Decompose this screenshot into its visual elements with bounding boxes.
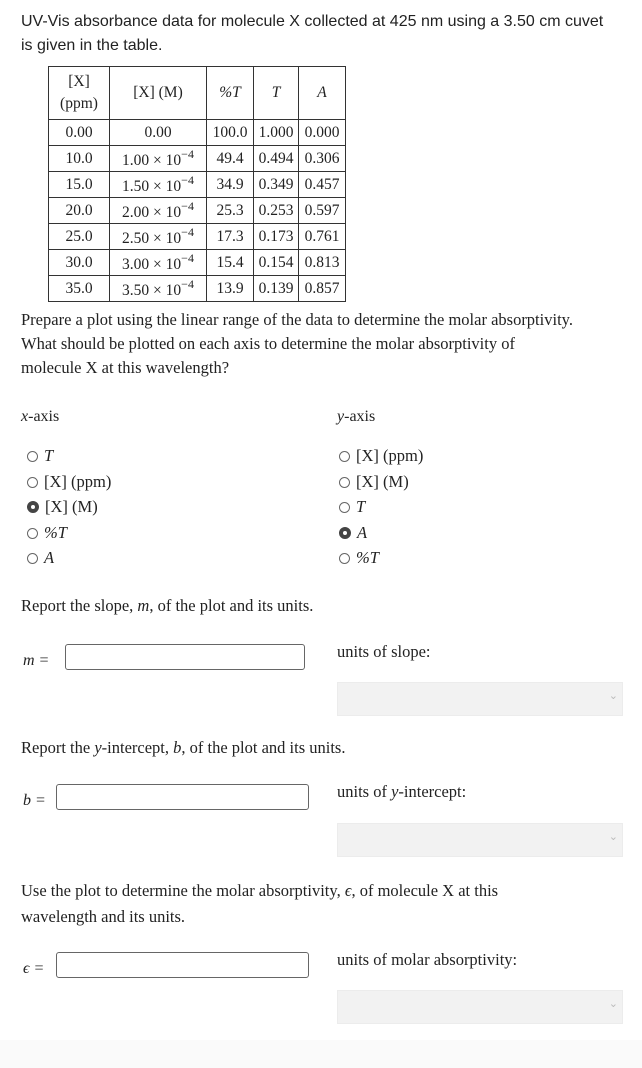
cell-ppm: 25.0 <box>49 224 110 250</box>
radio-button[interactable] <box>339 502 350 513</box>
y-axis-option-label: [X] (ppm) <box>356 446 424 465</box>
y-axis-option[interactable] <box>339 496 365 518</box>
slope-units-select[interactable] <box>337 682 623 716</box>
y-axis-option-label: A <box>357 523 368 542</box>
cell-t: 0.349 <box>254 172 299 198</box>
table-row <box>49 172 346 198</box>
cell-ppm: 15.0 <box>49 172 110 198</box>
absorptivity-units-select[interactable] <box>337 990 623 1024</box>
x-axis-option-label: [X] (M) <box>45 497 98 516</box>
cell-molar: $1.00 \times 10^{-4}$ <box>110 146 207 172</box>
chevron-down-icon: ⌄ <box>608 998 618 1010</box>
x-axis-option[interactable] <box>27 496 98 518</box>
cell-t: 0.494 <box>254 146 299 172</box>
x-axis-option-label: A <box>44 548 55 567</box>
cell-ppm: 35.0 <box>49 276 110 302</box>
table-row <box>49 198 346 224</box>
cell-percent-t: 25.3 <box>207 198 254 224</box>
radio-button[interactable] <box>339 527 351 539</box>
cell-molar: $2.50 \times 10^{-4}$ <box>110 224 207 250</box>
question-plot-axes: Prepare a plot using the linear range of the data to determine the molar absorptivity. What should be plotted on each axis to determine the molar absorptivity of molecule X at this wavelength? <box>21 310 573 377</box>
y-axis-option-label: T <box>356 497 366 516</box>
table-row <box>49 146 346 172</box>
cell-molar: 0.00 <box>110 120 207 146</box>
bottom-bar <box>0 1040 642 1068</box>
cell-a: 0.857 <box>299 276 346 302</box>
header-t: T <box>254 67 299 120</box>
absorptivity-input-label: ϵ = <box>23 960 45 977</box>
cell-ppm: 10.0 <box>49 146 110 172</box>
y-axis-option-label: %T <box>356 548 379 567</box>
problem-intro <box>21 10 626 58</box>
chevron-down-icon: ⌄ <box>608 831 618 843</box>
x-axis-option[interactable] <box>27 445 53 467</box>
cell-a: 0.457 <box>299 172 346 198</box>
radio-button[interactable] <box>27 553 38 564</box>
x-axis-option[interactable] <box>27 547 54 569</box>
cell-t: 0.139 <box>254 276 299 302</box>
intercept-prompt: Report the y-intercept, b, of the plot and its units. <box>21 738 346 757</box>
radio-button[interactable] <box>27 501 39 513</box>
cell-t: 0.154 <box>254 250 299 276</box>
cell-a: 0.761 <box>299 224 346 250</box>
cell-t: 0.253 <box>254 198 299 224</box>
table-row <box>49 250 346 276</box>
cell-ppm: 0.00 <box>49 120 110 146</box>
header-a: A <box>299 67 346 120</box>
intro-line-1: UV-Vis absorbance data for molecule X collected at 425 nm using a 3.50 cm cuvet <box>21 13 604 30</box>
cell-t: 1.000 <box>254 120 299 146</box>
cell-percent-t: 100.0 <box>207 120 254 146</box>
radio-button[interactable] <box>339 477 350 488</box>
radio-button[interactable] <box>27 528 38 539</box>
absorptivity-units-label: units of molar absorptivity: <box>337 950 518 969</box>
cell-molar: $2.00 \times 10^{-4}$ <box>110 198 207 224</box>
y-axis-option[interactable] <box>339 547 379 569</box>
radio-button[interactable] <box>339 553 350 564</box>
cell-percent-t: 13.9 <box>207 276 254 302</box>
cell-percent-t: 17.3 <box>207 224 254 250</box>
cell-molar: $3.00 \times 10^{-4}$ <box>110 250 207 276</box>
intercept-units-label: units of y-intercept: <box>337 782 467 801</box>
intercept-units-select[interactable] <box>337 823 623 857</box>
absorptivity-input[interactable] <box>56 952 309 978</box>
slope-prompt: Report the slope, m, of the plot and its units. <box>21 596 314 615</box>
header-percent-t: %T <box>207 67 254 120</box>
y-axis-option[interactable] <box>339 522 367 544</box>
cell-a: 0.000 <box>299 120 346 146</box>
radio-button[interactable] <box>27 477 38 488</box>
slope-units-label: units of slope: <box>337 642 431 661</box>
intro-line-2: is given in the table. <box>21 37 163 54</box>
slope-input[interactable] <box>65 644 305 670</box>
header-x-molar: [X] (M) <box>110 67 207 120</box>
absorptivity-prompt: Use the plot to determine the molar absorptivity, ϵ, of molecule X at this wavelength and its units. <box>21 881 499 926</box>
cell-a: 0.813 <box>299 250 346 276</box>
y-axis-option[interactable] <box>339 471 409 493</box>
table-row <box>49 276 346 302</box>
x-axis-label: x-axis <box>21 408 60 425</box>
cell-percent-t: 49.4 <box>207 146 254 172</box>
x-axis-option-label: [X] (ppm) <box>44 472 112 491</box>
cell-ppm: 20.0 <box>49 198 110 224</box>
cell-percent-t: 34.9 <box>207 172 254 198</box>
x-axis-option-label: %T <box>44 523 67 542</box>
intercept-input[interactable] <box>56 784 309 810</box>
radio-button[interactable] <box>27 451 38 462</box>
table-row <box>49 120 346 146</box>
x-axis-option[interactable] <box>27 471 111 493</box>
y-axis-option[interactable] <box>339 445 423 467</box>
x-axis-option-label: T <box>44 446 54 465</box>
cell-ppm: 30.0 <box>49 250 110 276</box>
slope-input-label: m = <box>23 652 50 669</box>
y-axis-label: y-axis <box>337 408 376 425</box>
cell-t: 0.173 <box>254 224 299 250</box>
table-row <box>49 224 346 250</box>
radio-button[interactable] <box>339 451 350 462</box>
cell-molar: $1.50 \times 10^{-4}$ <box>110 172 207 198</box>
y-axis-option-label: [X] (M) <box>356 472 409 491</box>
cell-molar: $3.50 \times 10^{-4}$ <box>110 276 207 302</box>
cell-percent-t: 15.4 <box>207 250 254 276</box>
absorbance-data-table <box>48 66 346 302</box>
cell-a: 0.597 <box>299 198 346 224</box>
x-axis-option[interactable] <box>27 522 67 544</box>
intercept-input-label: b = <box>23 792 46 809</box>
cell-a: 0.306 <box>299 146 346 172</box>
chevron-down-icon: ⌄ <box>608 690 618 702</box>
header-x-ppm: [X] (ppm) <box>49 67 110 120</box>
